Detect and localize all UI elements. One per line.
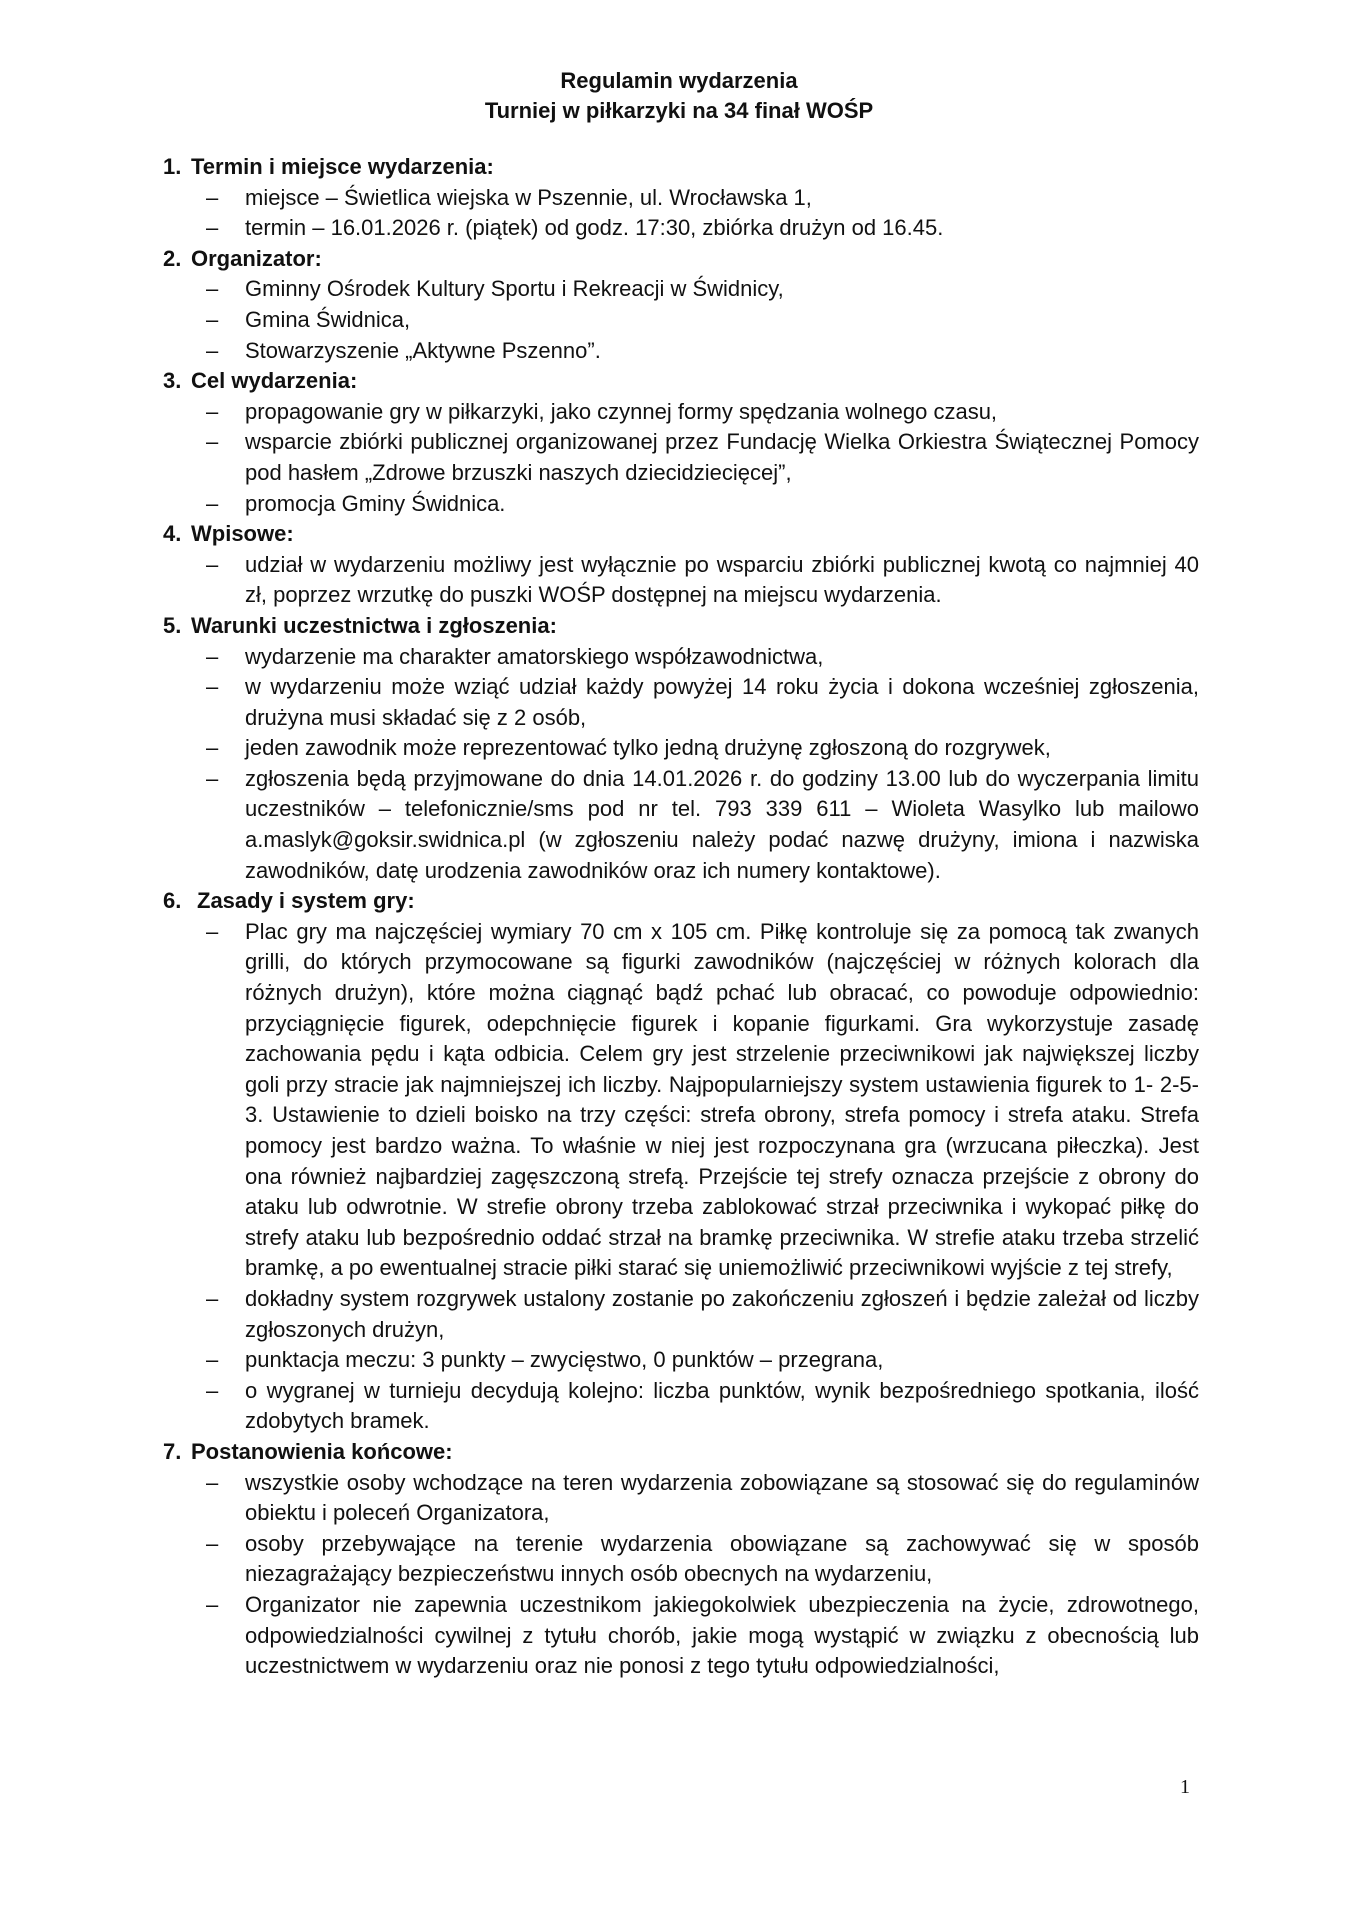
- title-line-1: Regulamin wydarzenia: [560, 68, 798, 93]
- list-item: – termin – 16.01.2026 r. (piątek) od godz. 17:30, zbiórka drużyn od 16.45.: [163, 213, 1199, 244]
- list-item: – punktacja meczu: 3 punkty – zwycięstwo, 0 punktów – przegrana,: [163, 1345, 1199, 1376]
- section-title: Cel wydarzenia:: [191, 368, 358, 394]
- section-number: 2.: [163, 245, 182, 271]
- dash-bullet-icon: –: [206, 551, 219, 577]
- list-item: – Plac gry ma najczęściej wymiary 70 cm x 105 cm. Piłkę kontroluje się za pomocą tak zwanych grilli, do których przymocowane są figurki zawodników (najczęściej w różnych kolorach dla różnych drużyn), które można ciągnąć bądź pchać lub obracać, co powoduje odpowiednio: przyciągnięcie figurek, odepchnięcie figurek i kopanie figurkami. Gra wykorzystuje zasadę zachowania pędu i kąta odbicia. Celem gry jest strzelenie przeciwnikowi jak największej liczby goli przy stracie jak najmniejszej ich liczby. Najpopularniejszy system ustawienia figurek to 1- 2-5-3. Ustawienie to dzieli boisko na trzy części: strefa obrony, strefa pomocy i strefa ataku. Strefa pomocy jest bardzo ważna. To właśnie w niej jest rozpoczynana gra (wrzucana piłeczka). Jest ona również najbardziej zagęszczoną strefą. Przejście tej strefy oznacza przejście z obrony do ataku lub odwrotnie. W strefie obrony trzeba zablokować strzał przeciwnika i wykopać piłkę do strefy ataku lub bezpośrednio oddać strzał na bramkę przeciwnika. W strefie ataku trzeba strzelić bramkę, a po ewentualnej stracie piłki starać się uniemożliwić przeciwnikowi wyjście z tej strefy,: [206, 918, 1199, 1281]
- section-title: Termin i miejsce wydarzenia:: [191, 154, 494, 179]
- section-heading: [163, 886, 1199, 917]
- list-item: – udział w wydarzeniu możliwy jest wyłącznie po wsparciu zbiórki publicznej kwotą co najmniej 40 zł, poprzez wrzutkę do puszki WOŚP dostępnej na miejscu wydarzenia.: [206, 551, 1199, 608]
- section-postanowienia: [163, 1437, 1199, 1682]
- document-body: [163, 152, 1199, 1682]
- dash-bullet-icon: –: [206, 1469, 219, 1495]
- list-item: – Stowarzyszenie „Aktywne Pszenno”.: [163, 336, 1199, 367]
- dash-bullet-icon: –: [206, 765, 219, 791]
- list-item: – w wydarzeniu może wziąć udział każdy powyżej 14 roku życia i dokona wcześniej zgłoszenia, drużyna musi składać się z 2 osób,: [206, 674, 1199, 730]
- page-number: 1: [1180, 1776, 1190, 1798]
- dash-bullet-icon: –: [206, 398, 219, 424]
- dash-bullet-icon: –: [206, 306, 219, 332]
- list-item: – osoby przebywające na terenie wydarzenia obowiązane są zachowywać się w sposób niezagrażający bezpieczeństwu innych osób obecnych na wydarzeniu,: [206, 1530, 1199, 1587]
- list-item: – propagowanie gry w piłkarzyki, jako czynnej formy spędzania wolnego czasu,: [163, 397, 1199, 428]
- dash-bullet-icon: –: [206, 735, 219, 761]
- document-title: [0, 66, 1358, 126]
- section-termin: [163, 152, 1199, 244]
- list-item: – wszystkie osoby wchodzące na teren wydarzenia zobowiązane są stosować się do regulaminów obiektu i poleceń Organizatora,: [206, 1469, 1199, 1526]
- section-wpisowe: [163, 519, 1199, 611]
- section-list: [163, 642, 1199, 887]
- list-item: – Organizator nie zapewnia uczestnikom jakiegokolwiek ubezpieczenia na życie, zdrowotnego, odpowiedzialności cywilnej z tytułu chorób, jakie mogą wystąpić w związku z obecnością lub uczestnictwem w wydarzeniu oraz nie ponosi z tego tytułu odpowiedzialności,: [206, 1591, 1199, 1679]
- section-number: 6.: [163, 888, 182, 914]
- section-list: [163, 1468, 1199, 1682]
- section-heading: [163, 366, 1199, 397]
- section-heading: [163, 611, 1199, 642]
- list-item: – promocja Gminy Świdnica.: [163, 489, 1199, 520]
- dash-bullet-icon: –: [206, 337, 219, 363]
- section-title: Postanowienia końcowe:: [191, 1438, 453, 1464]
- dash-bullet-icon: –: [206, 643, 219, 669]
- section-heading: [163, 519, 1199, 550]
- list-item: – jeden zawodnik może reprezentować tylko jedną drużynę zgłoszoną do rozgrywek,: [163, 733, 1199, 764]
- list-item: – zgłoszenia będą przyjmowane do dnia 14.01.2026 r. do godziny 13.00 lub do wyczerpania limitu uczestników – telefonicznie/sms pod nr tel. 793 339 611 – Wioleta Wasylko lub mailowo a.maslyk@goksir.swidnica.pl (w zgłoszeniu należy podać nazwę drużyny, imiona i nazwiska zawodników, datę urodzenia zawodników oraz ich numery kontaktowe).: [206, 765, 1199, 883]
- dash-bullet-icon: –: [206, 429, 219, 455]
- section-number: 1.: [163, 154, 182, 179]
- list-item: – wsparcie zbiórki publicznej organizowanej przez Fundację Wielka Orkiestra Świątecznej Pomocy pod hasłem „Zdrowe brzuszki naszych dziecidziecięcej”,: [206, 429, 1199, 485]
- section-heading: [163, 244, 1199, 275]
- dash-bullet-icon: –: [206, 1285, 219, 1311]
- dash-bullet-icon: –: [206, 215, 219, 241]
- dash-bullet-icon: –: [206, 918, 219, 944]
- section-warunki: [163, 611, 1199, 886]
- section-number: 5.: [163, 612, 182, 638]
- dash-bullet-icon: –: [206, 1591, 219, 1617]
- section-list: [163, 274, 1199, 366]
- title-line-2: Turniej w piłkarzyki na 34 finał WOŚP: [484, 98, 874, 123]
- dash-bullet-icon: –: [206, 184, 219, 210]
- section-zasady: [163, 886, 1199, 1437]
- section-organizator: [163, 244, 1199, 366]
- section-title: Wpisowe:: [191, 521, 294, 547]
- section-heading: [163, 1437, 1199, 1468]
- section-heading: [163, 152, 1199, 183]
- section-list: [163, 183, 1199, 244]
- section-number: 3.: [163, 368, 182, 394]
- section-cel: [163, 366, 1199, 519]
- dash-bullet-icon: –: [206, 1347, 219, 1373]
- section-title: Warunki uczestnictwa i zgłoszenia:: [191, 612, 557, 638]
- list-item: – o wygranej w turnieju decydują kolejno: liczba punktów, wynik bezpośredniego spotkania, ilość zdobytych bramek.: [206, 1377, 1199, 1434]
- dash-bullet-icon: –: [206, 490, 219, 516]
- dash-bullet-icon: –: [206, 276, 219, 302]
- dash-bullet-icon: –: [206, 674, 219, 700]
- section-list: [163, 917, 1199, 1437]
- list-item: – wydarzenie ma charakter amatorskiego współzawodnictwa,: [163, 642, 1199, 673]
- section-number: 7.: [163, 1438, 182, 1464]
- dash-bullet-icon: –: [206, 1377, 219, 1403]
- section-list: [163, 550, 1199, 611]
- section-title: Zasady i system gry:: [197, 888, 415, 914]
- section-list: [163, 397, 1199, 519]
- section-title: Organizator:: [191, 245, 322, 271]
- section-number: 4.: [163, 521, 182, 547]
- dash-bullet-icon: –: [206, 1530, 219, 1556]
- list-item: – Gmina Świdnica,: [163, 305, 1199, 336]
- list-item: – miejsce – Świetlica wiejska w Pszennie, ul. Wrocławska 1,: [163, 183, 1199, 214]
- list-item: – dokładny system rozgrywek ustalony zostanie po zakończeniu zgłoszeń i będzie zależał od liczby zgłoszonych drużyn,: [206, 1285, 1199, 1342]
- list-item: – Gminny Ośrodek Kultury Sportu i Rekreacji w Świdnicy,: [163, 274, 1199, 305]
